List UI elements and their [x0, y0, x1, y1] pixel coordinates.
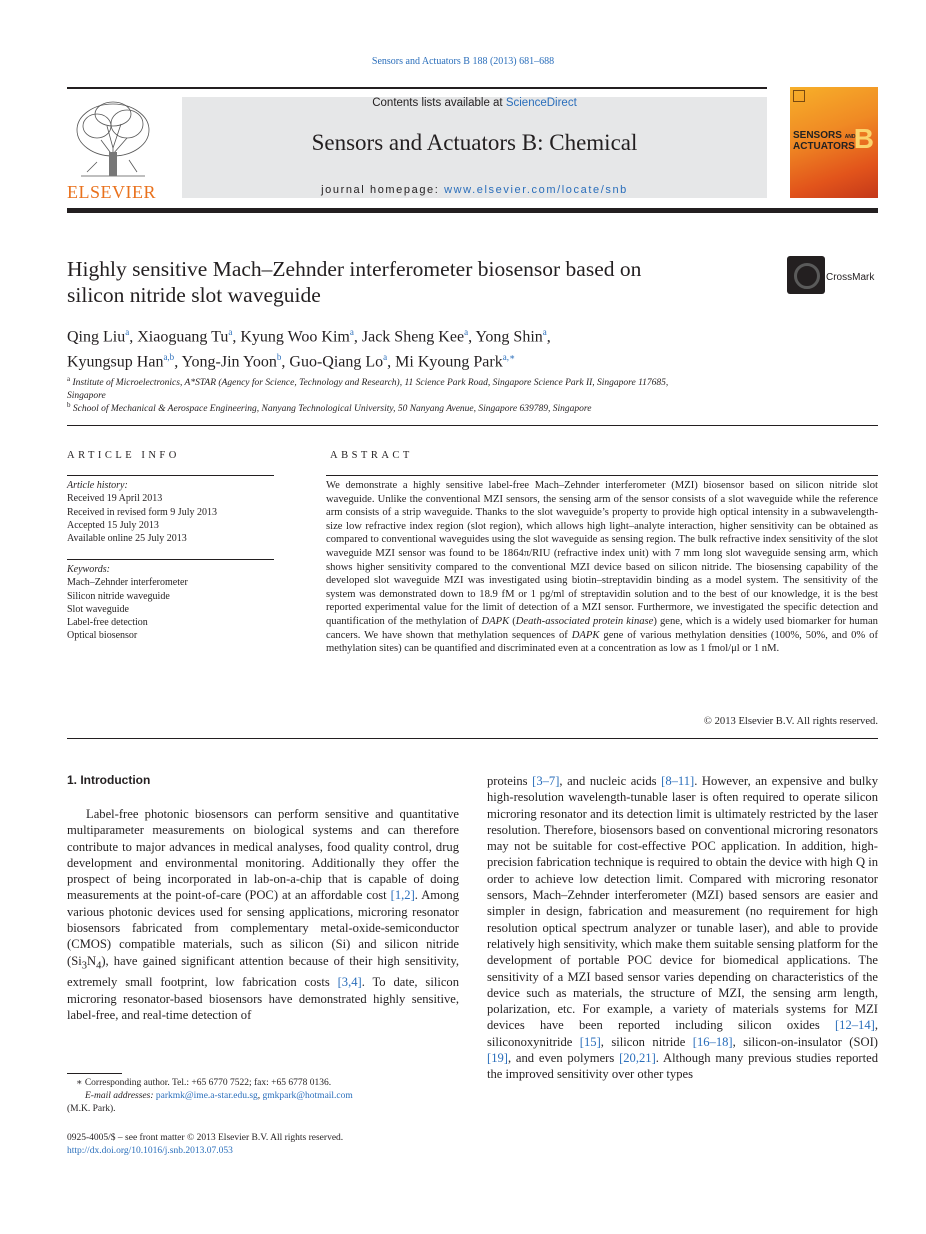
author-separator: , [353, 328, 362, 346]
citation-link[interactable]: [15] [579, 1034, 601, 1049]
abstract-copyright: © 2013 Elsevier B.V. All rights reserved. [703, 716, 878, 727]
abstract-rule [326, 475, 878, 476]
cover-line1: SENSORS [793, 130, 842, 141]
crossmark-label[interactable]: CrossMark [826, 272, 875, 283]
affiliation-mark: a [67, 375, 71, 383]
citation-link[interactable]: [12–14] [834, 1018, 875, 1033]
author: Qing Liu [67, 328, 126, 346]
section-rule [67, 425, 878, 426]
header-thick-rule [67, 208, 878, 213]
keyword: Optical biosensor [67, 630, 138, 642]
author-list [67, 322, 787, 373]
cover-title [793, 131, 856, 152]
email-link[interactable]: gmkpark@hotmail.com [262, 1091, 353, 1101]
article-title [67, 256, 767, 308]
publisher-logo-text: ELSEVIER [67, 182, 156, 202]
cover-letter: B [853, 123, 874, 154]
citation-link[interactable]: [8–11] [661, 774, 695, 788]
separator: , [257, 1091, 263, 1101]
author: Jack Sheng Kee [361, 328, 465, 346]
homepage-link[interactable]: www.elsevier.com/locate/snb [444, 184, 628, 196]
journal-reference[interactable]: Sensors and Actuators B 188 (2013) 681–688 [371, 56, 555, 67]
abstract-part: We demonstrate a highly sensitive label-free Mach–Zehnder interferometer (MZI) biosensor based on silicon nitride slot waveguide. Unlike the conventional MZI sensors, the sensing arm of the sensor consists of a slot waveguide while the reference arm consists of a strip waveguide. Thanks to the slot waveguide’s property to provide high optical intensity in a subwavelength-size low refractive index region (slot region), which allows high light–analyte interaction, higher sensitivity can be obtained as compared to conventional waveguides using the slot waveguide as sensing region. The bulk refractive index sensitivity of the slot waveguide MZI sensor was found to be 1864π/RIU (refractive index unit) with 7 mm long slot waveguide sensing arm, which shows higher sensitivity compared to the conventional MZI device based on silicon nitride. The biosensing capability of the developed slot waveguide MZI was investigated using biotin–streptavidin binding as a model system. The sensitivity of the system was demonstrated down to 18.9 fM or 1 pg/ml of streptavidin solution and to the best of our knowledge, it is the best reported experimental value for the limit of detection of a MZI sensor. Furthermore, we investigated the specific detection and quantification of the methylation of [326, 480, 878, 627]
keywords [67, 563, 272, 643]
author-separator: , [546, 328, 551, 346]
keywords-rule [67, 559, 274, 560]
doi-link[interactable]: http://dx.doi.org/10.1016/j.snb.2013.07.053 [67, 1146, 233, 1156]
citation-link[interactable]: [20,21] [619, 1051, 656, 1066]
affiliation-mark: b [67, 401, 71, 409]
body-rule [67, 738, 878, 739]
email-link[interactable]: parkmk@ime.a-star.edu.sg [155, 1091, 258, 1101]
affiliation-text: Institute of Microelectronics, A*STAR (Agency for Science, Technology and Research), 11 Science Park Road, Singapore Science Park II, Singapore 117685, [72, 378, 669, 389]
citation-link[interactable]: [3–7] [532, 774, 560, 788]
history-item: Received in revised form 9 July 2013 [67, 506, 217, 518]
body-text: N [86, 953, 97, 968]
citation-link[interactable]: [19] [487, 1051, 508, 1066]
intro-left-column [67, 806, 459, 1023]
abstract-gene-full: Death-associated protein kinase [515, 615, 654, 627]
abstract-heading: ABSTRACT [330, 450, 413, 461]
body-text: . To date, silicon microring resonator-based biosensors have demonstrated highly sensitive, label-free, and real-time detection of [67, 975, 459, 1023]
subscript: 3 [81, 960, 87, 972]
front-matter [67, 1132, 467, 1158]
author: Yong Shin [475, 328, 543, 346]
abstract-part: gene of various methylation densities (100%, 50%, and 0% of methylation sites) can be quantified and discriminated even at a concentration as low as 1 fmol/μl or 1 nM. [326, 629, 878, 655]
intro-heading: 1. Introduction [67, 773, 151, 787]
journal-homepage [182, 184, 767, 196]
keyword: Slot waveguide [67, 603, 129, 615]
history-label: Article history: [67, 480, 128, 491]
author: Kyungsup Han [67, 353, 164, 371]
author-affiliation-mark[interactable]: a,∗ [502, 352, 516, 363]
author-separator: , [281, 353, 290, 371]
author-affiliation-mark[interactable]: a,b [163, 352, 175, 363]
cover-line2: ACTUATORS [793, 141, 855, 152]
footnote [67, 1077, 467, 1116]
author-line-1 [67, 322, 787, 347]
affiliation-text-cont: Singapore [67, 391, 106, 402]
keyword: Mach–Zehnder interferometer [67, 577, 188, 589]
author: Xiaoguang Tu [137, 328, 229, 346]
cover-logo-icon [793, 90, 805, 102]
intro-right-column [487, 773, 878, 1083]
keyword: Label-free detection [67, 617, 148, 629]
body-text: , siliconoxynitride [487, 1018, 878, 1049]
citation-link[interactable]: [1,2] [390, 888, 415, 903]
article-info-heading: ARTICLE INFO [67, 450, 180, 461]
homepage-prefix: journal homepage: [321, 184, 445, 196]
author: Yong-Jin Yoon [181, 353, 277, 371]
footnote-rule [67, 1073, 122, 1074]
author-affiliation-mark[interactable]: a [228, 327, 233, 337]
author-affiliation-mark[interactable]: a [464, 327, 469, 337]
title-line-1: Highly sensitive Mach–Zehnder interferometer biosensor based on [67, 257, 642, 281]
author: Mi Kyoung Park [395, 353, 503, 371]
author-line-2 [67, 347, 787, 372]
journal-title: Sensors and Actuators B: Chemical [311, 130, 638, 155]
body-text: . Although many previous studies reported the improved sensitivity over other types [487, 1051, 878, 1082]
title-line-2: silicon nitride slot waveguide [67, 283, 321, 307]
author-affiliation-mark[interactable]: a [542, 327, 547, 337]
body-text: proteins [487, 774, 533, 788]
header-top-rule [67, 87, 767, 89]
abstract-part: ( [509, 615, 516, 627]
author-affiliation-mark[interactable]: b [276, 352, 282, 363]
keywords-label: Keywords: [67, 564, 110, 575]
author-separator: , [232, 328, 241, 346]
contents-prefix: Contents lists available at [372, 97, 506, 109]
email-label: E-mail addresses: [85, 1091, 156, 1101]
author: Guo-Qiang Lo [289, 353, 384, 371]
author-separator: , [468, 328, 476, 346]
author-affiliation-mark[interactable]: a [383, 352, 388, 363]
author-affiliation-mark[interactable]: a [125, 327, 130, 337]
cover-and: AND [844, 134, 856, 140]
contents-line [182, 97, 767, 109]
body-text: , silicon nitride [600, 1034, 693, 1049]
history-item: Received 19 April 2013 [67, 493, 163, 505]
body-text: , silicon-on-insulator (SOI) [732, 1034, 878, 1049]
email-owner: (M.K. Park). [67, 1104, 116, 1114]
abstract-gene: DAPK [571, 629, 600, 641]
body-text: , and even polymers [507, 1051, 620, 1066]
abstract-gene: DAPK [481, 615, 510, 627]
author: Kyung Woo Kim [240, 328, 350, 346]
article-info-rule [67, 475, 274, 476]
author-affiliation-mark[interactable]: a [349, 327, 354, 337]
history-item: Available online 25 July 2013 [67, 533, 187, 545]
body-text: . However, an expensive and bulky high-resolution wavelength-tunable laser is often required to operate silicon microring resonator and its detection limit is ultimately restricted by the laser resolution. Therefore, biosensors based on conventional microring resonators may not be suitable for cost-effective POC application. In addition, high-precision fabrication technique is required to obtain the device with high Q in order to achieve low detection limit. Compared with microring resonator sensors, Mach–Zehnder interferometer (MZI) based sensors are easier and simpler in design, fabrication and measurement (no requirement for high resolution optical spectrum analyzer or tunable laser), and able to provide relatively high sensitivity, which make them suitable sensing platform for the development of portable POC device for biomedical applications. The sensitivity of a MZI based sensor varies depending on characteristics of the device such as materials, the structure of MZI, the sensing arm length, polarization, etc. For example, a variety of materials systems for MZI devices have been reported including silicon oxides [487, 774, 878, 1033]
article-history [67, 479, 272, 545]
body-text: , and nucleic acids [559, 774, 662, 788]
body-text: . Among various photonic devices used for sensing applications, microring resonator biosensors fabricated from complementary metal-oxide-semiconductor (CMOS) compatible materials, such as silicon (Si) and silicon nitride (Si [67, 888, 459, 968]
keyword: Silicon nitride waveguide [67, 590, 170, 602]
citation-link[interactable]: [3,4] [337, 975, 362, 990]
author-separator: , [174, 353, 182, 371]
subscript: 4 [96, 960, 102, 972]
citation-link[interactable]: [16–18] [692, 1034, 733, 1049]
issn-line: 0925-4005/$ – see front matter © 2013 Elsevier B.V. All rights reserved. [67, 1133, 344, 1143]
affiliation-text: School of Mechanical & Aerospace Engineering, Nanyang Technological University, 50 Nanyang Avenue, Singapore 639789, Singapore [72, 404, 592, 415]
journal-cover-thumbnail [790, 87, 878, 198]
body-text: ), have gained significant attention because of their high sensitivity, extremely small footprint, low fabrication costs [67, 953, 459, 990]
corresponding-author: ∗ Corresponding author. Tel.: +65 6770 7522; fax: +65 6778 0136. [76, 1078, 332, 1088]
affiliation-b [67, 399, 787, 416]
sciencedirect-link[interactable]: ScienceDirect [505, 97, 577, 109]
abstract-text [326, 479, 878, 656]
author-separator: , [129, 328, 138, 346]
crossmark-icon[interactable] [787, 256, 825, 294]
body-text: Label-free photonic biosensors can perform sensitive and quantitative multiparameter measurements on biological systems and can therefore contribute to major advances in medical analyses, food quality control, drug development and environmental monitoring. Additionally they offer the prospect of being incorporated in lab-on-a-chip that is capable of doing measurements at the point-of-care (POC) at an affordable cost [67, 807, 459, 903]
author-separator: , [387, 353, 396, 371]
history-item: Accepted 15 July 2013 [67, 519, 159, 531]
abstract-part: ) gene, which is a widely used biomarker for human cancers. We have shown that methylation sequences of [326, 615, 878, 641]
